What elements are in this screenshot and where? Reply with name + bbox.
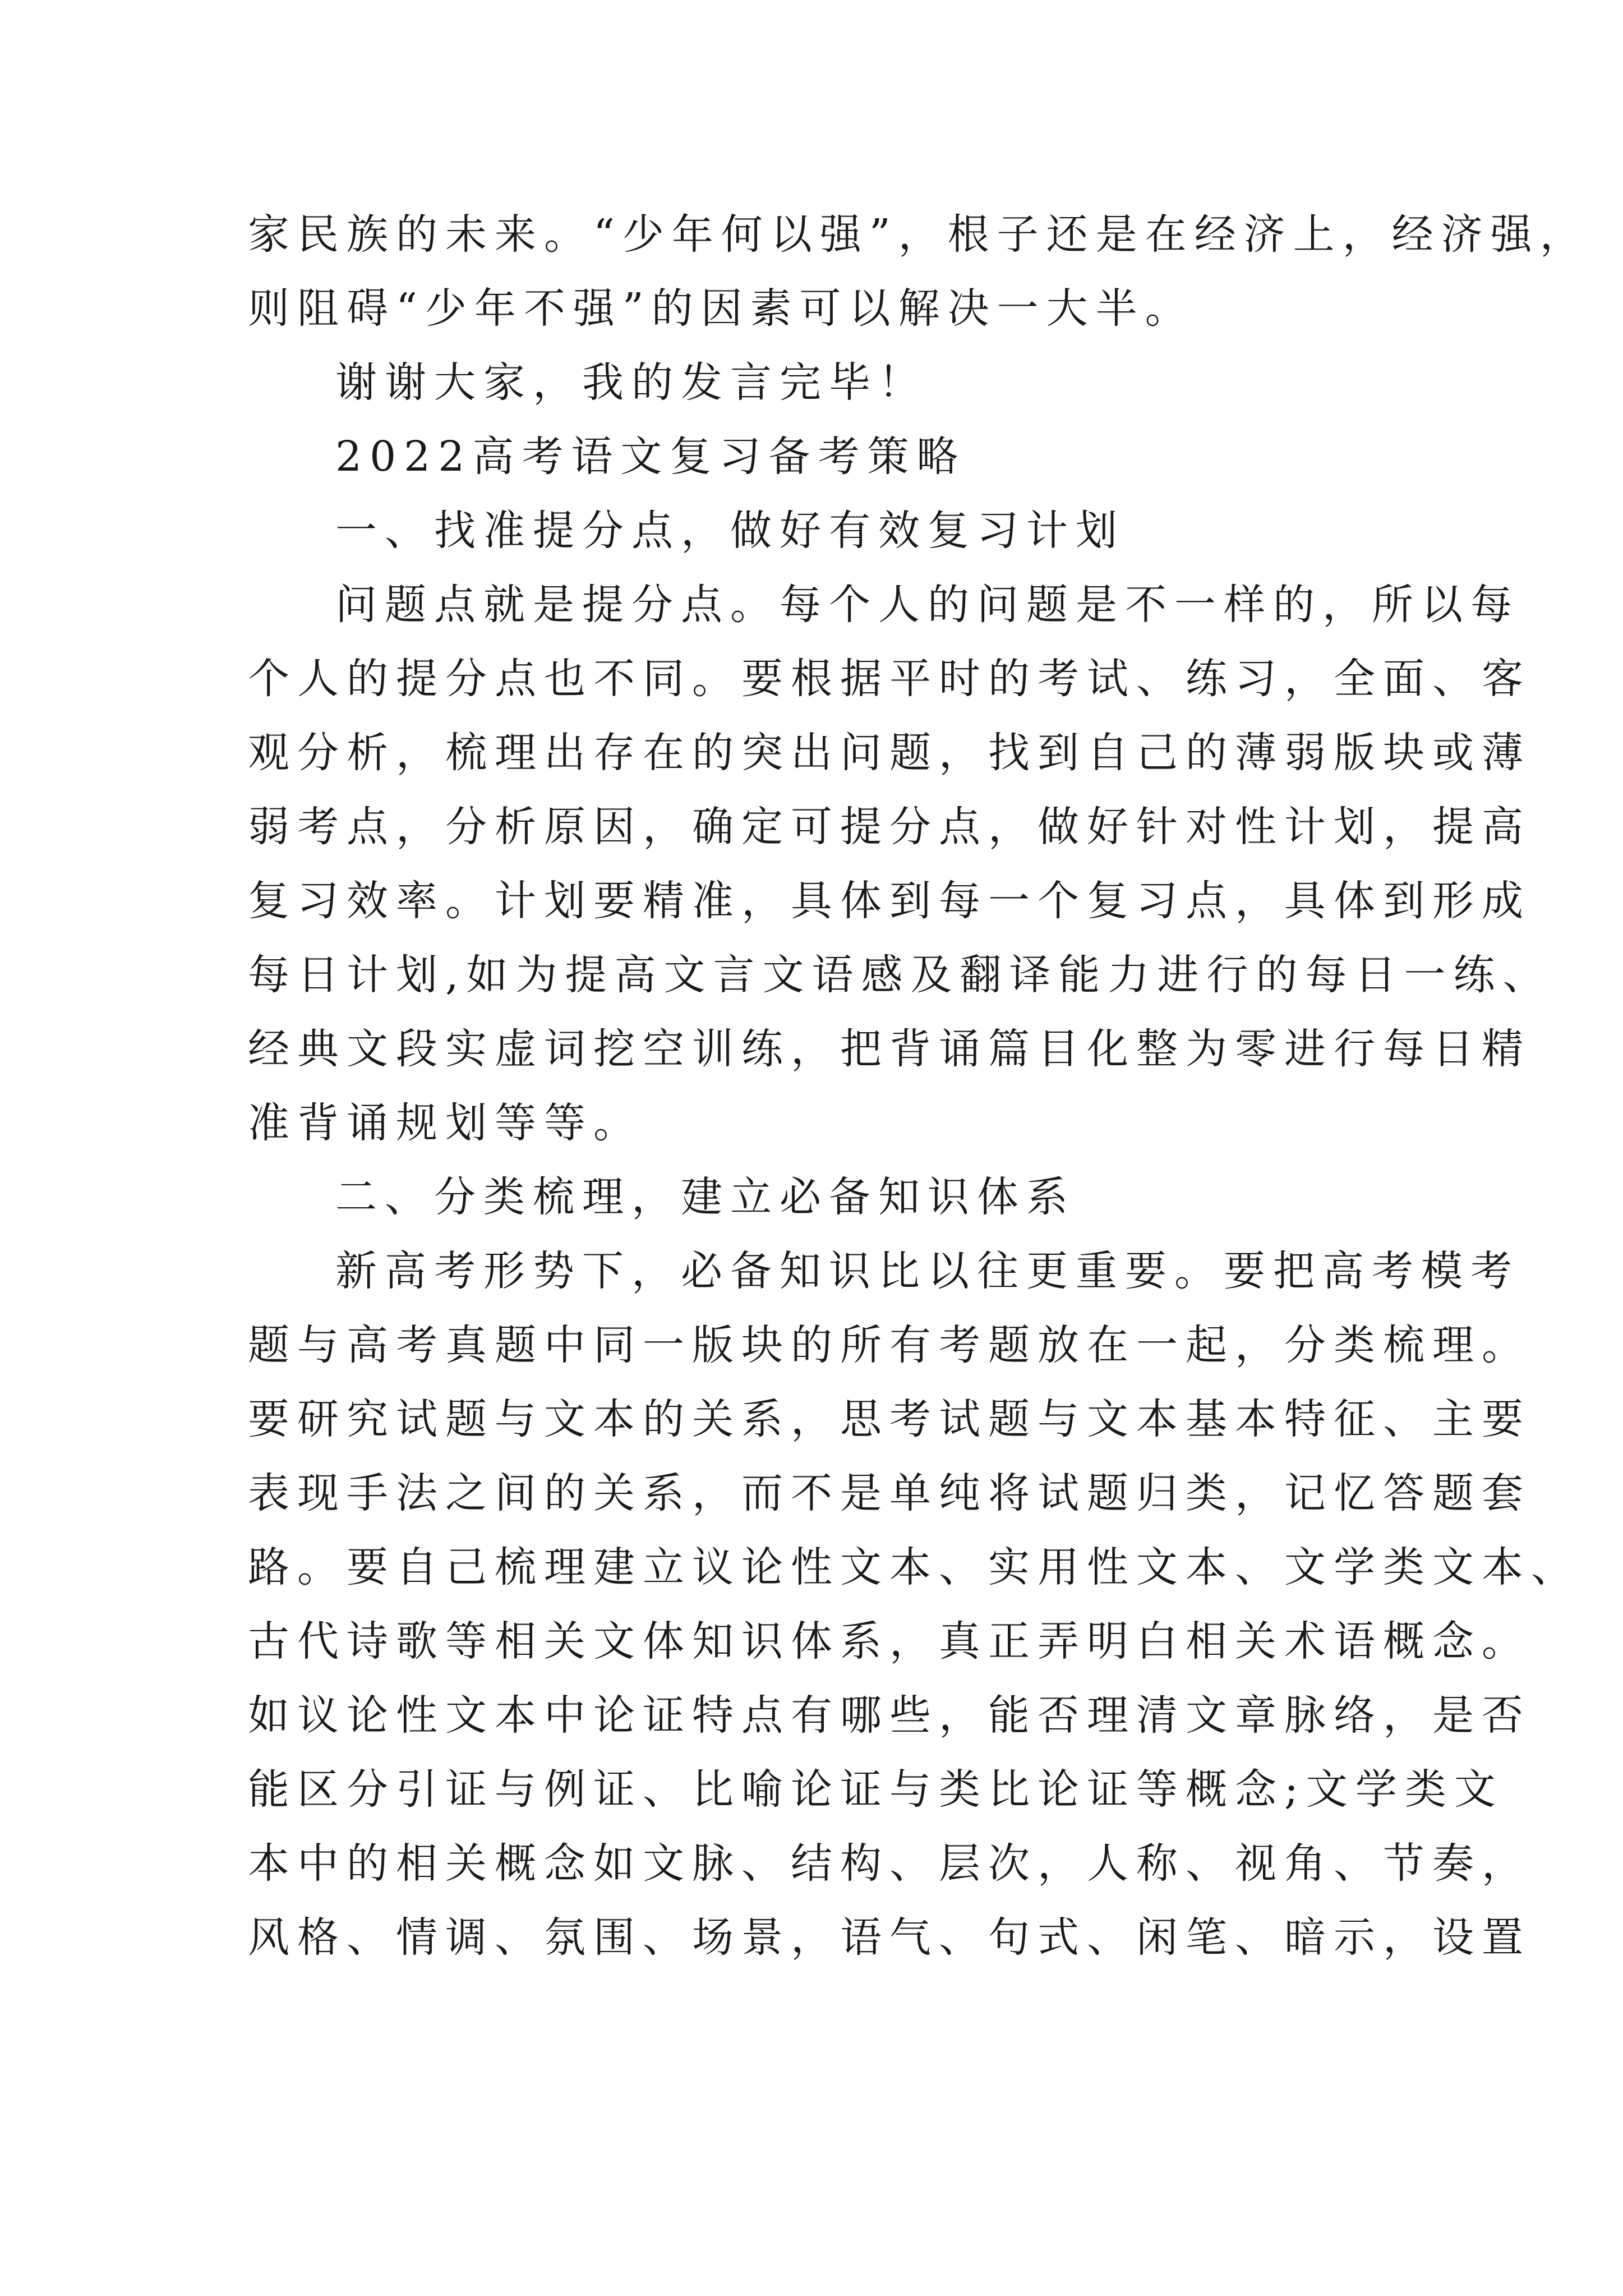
text-line: 问题点就是提分点。每个人的问题是不一样的，所以每 [335,581,1520,629]
text-line: 则阻碍“少年不强”的因素可以解决一大半。 [248,284,1195,333]
text-line: 风格、情调、氛围、场景，语气、句式、闲笔、暗示，设置 [248,1913,1531,1962]
text-line: 新高考形势下，必备知识比以往更重要。要把高考模考 [335,1247,1520,1295]
text-line: 经典文段实虚词挖空训练，把背诵篇目化整为零进行每日精 [248,1025,1531,1073]
text-line: 本中的相关概念如文脉、结构、层次，人称、视角、节奏， [248,1839,1531,1888]
text-line: 准背诵规划等等。 [248,1099,643,1147]
section-heading: 二、分类梳理，建立必备知识体系 [335,1173,1076,1221]
text-line: 谢谢大家，我的发言完毕！ [335,358,928,407]
text-line: 复习效率。计划要精准，具体到每一个复习点，具体到形成 [248,877,1531,925]
text-line: 如议论性文本中论证特点有哪些，能否理清文章脉络，是否 [248,1691,1531,1740]
text-line: 每日计划,如为提高文言文语感及翻译能力进行的每日一练、 [248,951,1552,999]
text-line: 古代诗歌等相关文体知识体系，真正弄明白相关术语概念。 [248,1617,1531,1665]
text-line: 题与高考真题中同一版块的所有考题放在一起，分类梳理。 [248,1321,1531,1369]
text-line: 表现手法之间的关系，而不是单纯将试题归类，记忆答题套 [248,1469,1531,1517]
section-heading: 一、找准提分点，做好有效复习计划 [335,507,1125,555]
text-line: 个人的提分点也不同。要根据平时的考试、练习，全面、客 [248,655,1531,703]
text-line: 家民族的未来。“少年何以强”，根子还是在经济上，经济强， [248,210,1589,259]
text-line: 观分析，梳理出存在的突出问题，找到自己的薄弱版块或薄 [248,729,1531,777]
section-title: 2022高考语文复习备考策略 [335,432,966,481]
text-line: 弱考点，分析原因，确定可提分点，做好针对性计划，提高 [248,803,1531,851]
text-line: 要研究试题与文本的关系，思考试题与文本基本特征、主要 [248,1395,1531,1443]
text-line: 能区分引证与例证、比喻论证与类比论证等概念;文学类文 [248,1765,1504,1814]
text-line: 路。要自己梳理建立议论性文本、实用性文本、文学类文本、 [248,1543,1580,1591]
